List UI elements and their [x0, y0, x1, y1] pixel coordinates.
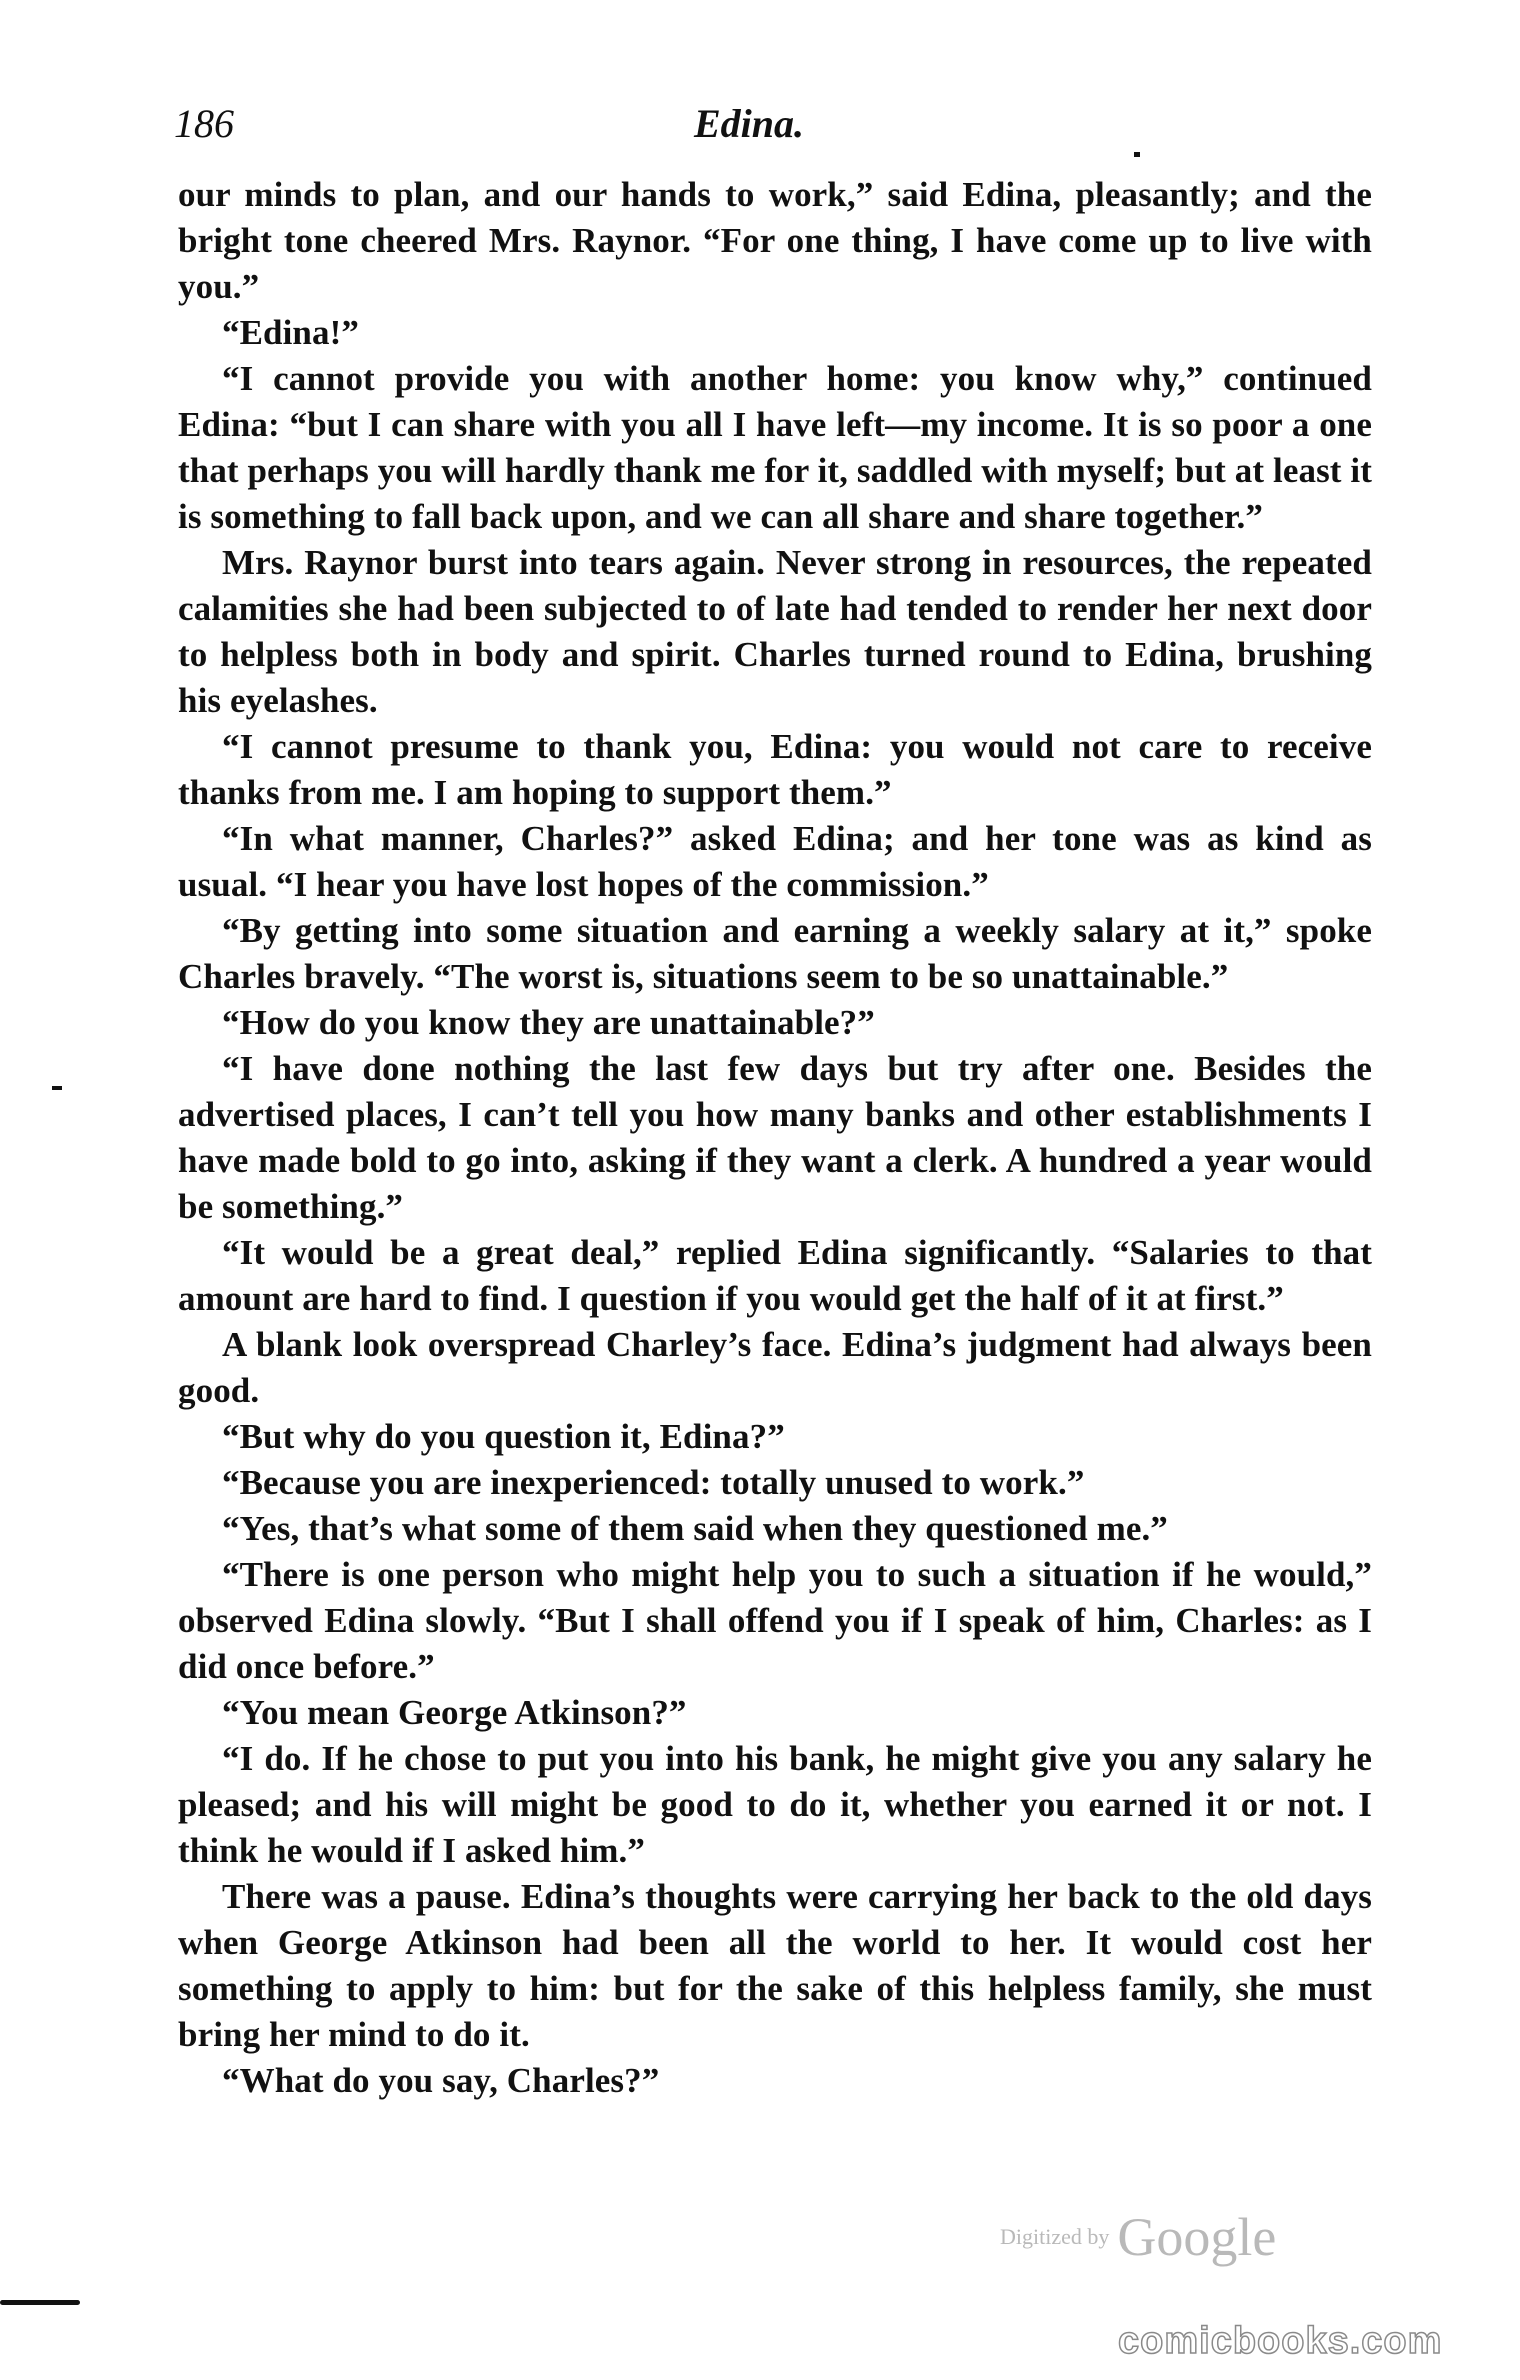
- paragraph: “Edina!”: [222, 313, 359, 352]
- google-watermark: [1000, 2206, 1276, 2268]
- paragraph: “It would be a great deal,” replied Edina significantly. “Salaries to that amount are hard to find. I question if you would get the half of it at first.”: [178, 1233, 1372, 1318]
- paragraph: “I have done nothing the last few days but try after one. Besides the advertised places, I can’t tell you how many banks and other establishments I have made bold to go into, asking if they want a clerk. A hundred a year would be something.”: [178, 1049, 1372, 1226]
- paragraph: “By getting into some situation and earning a weekly salary at it,” spoke Charles bravely. “The worst is, situations seem to be so unattainable.”: [178, 911, 1372, 996]
- paragraph: “In what manner, Charles?” asked Edina; and her tone was as kind as usual. “I hear you have lost hopes of the commission.”: [178, 819, 1372, 904]
- page-number: 186: [174, 101, 234, 146]
- page-header: [174, 100, 1374, 160]
- paragraph: Mrs. Raynor burst into tears again. Never strong in resources, the repeated calamities she had been subjected to of late had tended to render her next door to helpless both in body and spirit. Charles turned round to Edina, brushing his eyelashes.: [178, 543, 1372, 720]
- paragraph: There was a pause. Edina’s thoughts were carrying her back to the old days when George Atkinson had been all the world to her. It would cost her something to apply to him: but for the sake of this helpless family, she must bring her mind to do it.: [178, 1877, 1372, 2054]
- paragraph: “I do. If he chose to put you into his bank, he might give you any salary he pleased; and his will might be good to do it, whether you earned it or not. I think he would if I asked him.”: [178, 1739, 1372, 1870]
- paragraph: “How do you know they are unattainable?”: [222, 1003, 875, 1042]
- margin-mark: [0, 2300, 80, 2305]
- paragraph: “But why do you question it, Edina?”: [222, 1417, 785, 1456]
- digitized-by-text: Digitized by: [1000, 2224, 1110, 2249]
- paragraph: “Because you are inexperienced: totally unused to work.”: [222, 1463, 1085, 1502]
- paragraph: “You mean George Atkinson?”: [222, 1693, 687, 1732]
- paragraph: “What do you say, Charles?”: [222, 2061, 660, 2100]
- body-text: [178, 172, 1372, 2104]
- paragraph: A blank look overspread Charley’s face. Edina’s judgment had always been good.: [178, 1325, 1372, 1410]
- paragraph: our minds to plan, and our hands to work,” said Edina, pleasantly; and the bright tone cheered Mrs. Raynor. “For one thing, I have come up to live with you.”: [178, 175, 1372, 306]
- paragraph: “I cannot provide you with another home: you know why,” continued Edina: “but I can share with you all I have left—my income. It is so poor a one that perhaps you will hardly thank me for it, saddled with myself; but at least it is something to fall back upon, and we can all share and share together.”: [178, 359, 1372, 536]
- running-title: Edina.: [694, 101, 805, 146]
- site-watermark: comicbooks.com: [1118, 2320, 1443, 2362]
- margin-mark: [52, 1086, 62, 1090]
- paragraph: “Yes, that’s what some of them said when they questioned me.”: [222, 1509, 1168, 1548]
- paragraph: “I cannot presume to thank you, Edina: you would not care to receive thanks from me. I am hoping to support them.”: [178, 727, 1372, 812]
- print-speck: [1134, 152, 1140, 157]
- google-logo-text: Google: [1117, 2207, 1277, 2267]
- paragraph: “There is one person who might help you to such a situation if he would,” observed Edina slowly. “But I shall offend you if I speak of him, Charles: as I did once before.”: [178, 1555, 1372, 1686]
